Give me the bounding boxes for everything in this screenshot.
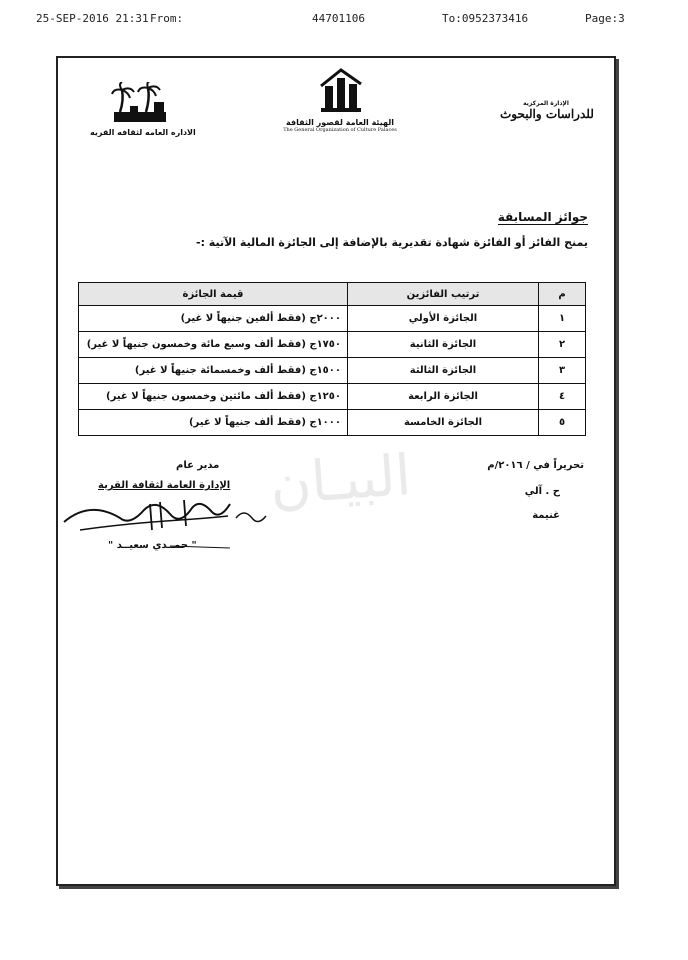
row-rank: الجائزة الثانية: [348, 332, 539, 358]
row-rank: الجائزة الأولي: [348, 306, 539, 332]
header-number: م: [539, 283, 586, 306]
section-intro: يمنح الفائز أو الفائزة شهادة تقديرية بالإضافة إلى الجائزة المالية الآتية :-: [196, 236, 588, 249]
center-org-name-ar: الهيئة العامة لقصور الثقافة: [286, 118, 394, 127]
culture-palaces-emblem-icon: [315, 68, 365, 114]
table-row: [79, 358, 586, 384]
row-number: ٥: [539, 410, 586, 436]
date-line: تحريراً في / ٢٠١٦/م: [487, 460, 584, 471]
prizes-table: [78, 282, 586, 436]
signatory-title: مدير عام: [176, 460, 220, 471]
row-value: ١٧٥٠ج (فقط ألف وسبع مائة وخمسون جنيهاً لا غير): [79, 332, 348, 358]
right-org-small: الإدارة المركزية: [523, 100, 569, 107]
signatory-department: الإدارة العامة لثقافة القرية: [98, 480, 231, 491]
fax-header: [0, 8, 688, 28]
signoff-line-3: غنيمة: [532, 510, 560, 521]
signatory-name: " حمــدي سعيــد ": [108, 540, 197, 551]
fax-page: Page:3: [585, 12, 625, 25]
table-header-row: [79, 283, 586, 306]
row-number: ٢: [539, 332, 586, 358]
fax-from-label: From:: [150, 12, 184, 25]
row-value: ١٥٠٠ج (فقط ألف وخمسمائة جنيهاً لا غير): [79, 358, 348, 384]
table-row: [79, 410, 586, 436]
row-number: ١: [539, 306, 586, 332]
row-rank: الجائزة الرابعة: [348, 384, 539, 410]
row-rank: الجائزة الثالثة: [348, 358, 539, 384]
logo-village-culture: [90, 82, 196, 137]
header-rank: ترتيب الفائزين: [348, 283, 539, 306]
palm-tree-icon: [110, 82, 170, 124]
row-value: ١٢٥٠ج (فقط ألف مائتين وخمسون جنيهاً لا غير): [79, 384, 348, 410]
row-number: ٤: [539, 384, 586, 410]
fax-number: 44701106: [312, 12, 365, 25]
signoff-line-2: ح . آلي: [524, 486, 560, 497]
row-number: ٣: [539, 358, 586, 384]
table-row: [79, 332, 586, 358]
center-org-name-en: The General Organization of Culture Palaces: [283, 127, 397, 133]
row-value: ٢٠٠٠ج (فقط ألفين جنيهاً لا غير): [79, 306, 348, 332]
logo-studies-research: [500, 100, 592, 121]
row-rank: الجائزة الخامسة: [348, 410, 539, 436]
header-value: قيمة الجائزة: [79, 283, 348, 306]
table-row: [79, 306, 586, 332]
left-org-name: الاداره العامه لثقافه القريه: [90, 128, 196, 137]
fax-to: To:0952373416: [442, 12, 529, 25]
fax-datetime: 25-SEP-2016 21:31: [36, 12, 149, 25]
right-org-main: للدراسات والبحوث: [500, 107, 594, 121]
table-row: [79, 384, 586, 410]
watermark: البيـان: [267, 443, 414, 518]
section-heading: جوائز المسابقة: [497, 210, 588, 224]
logo-culture-palaces: [270, 68, 410, 133]
row-value: ١٠٠٠ج (فقط ألف جنيهاً لا غير): [79, 410, 348, 436]
